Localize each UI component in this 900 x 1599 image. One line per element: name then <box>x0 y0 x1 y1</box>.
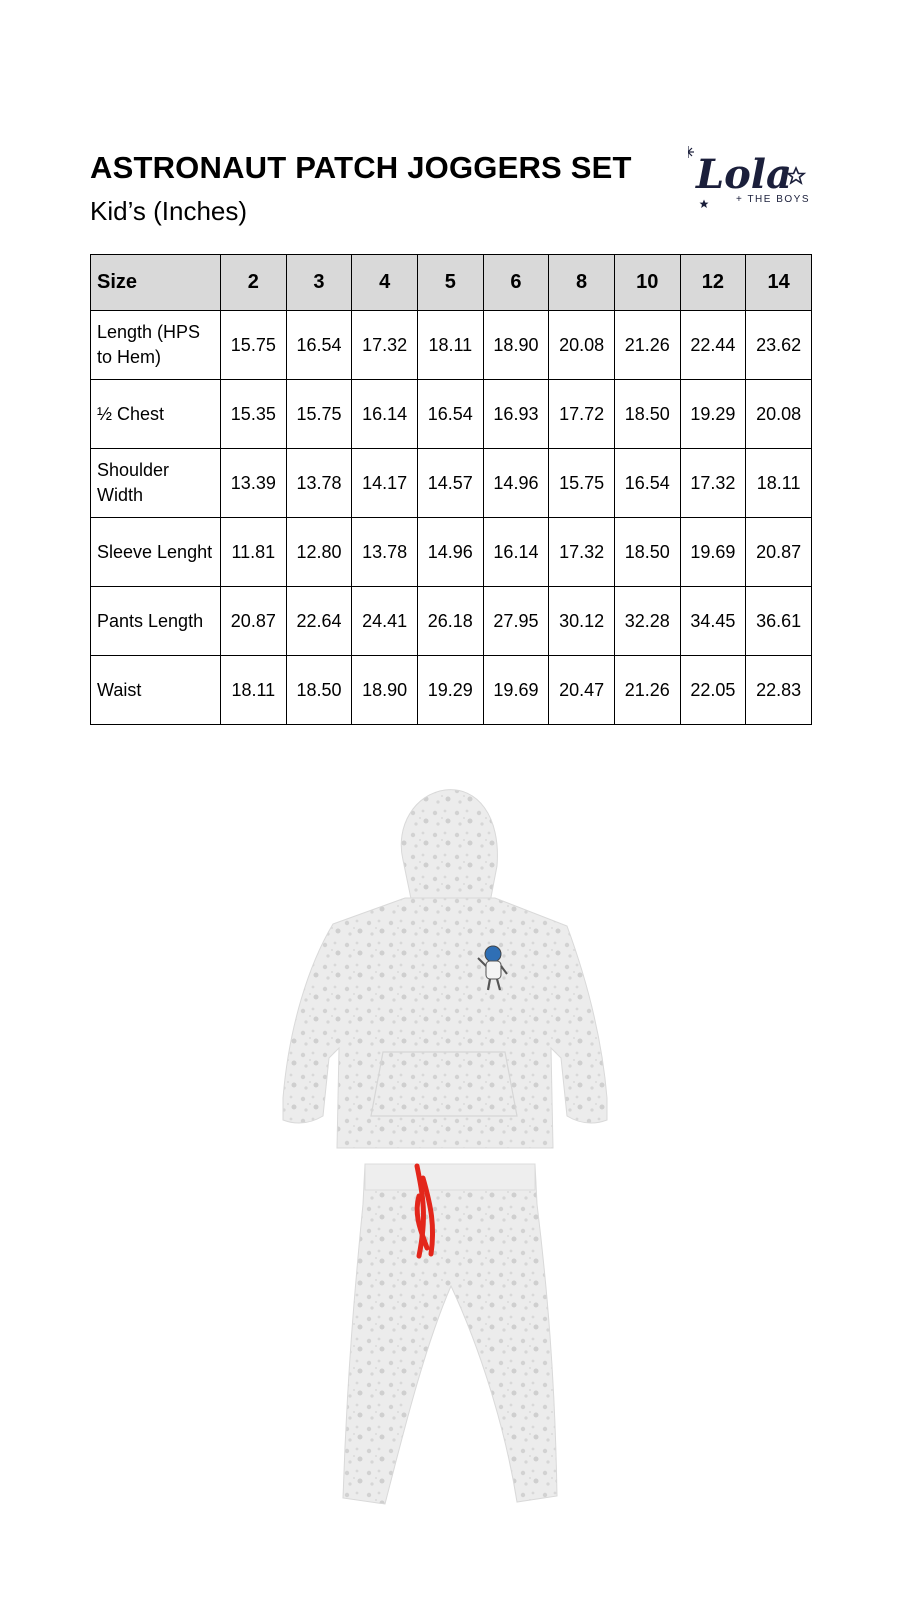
size-column-header: 6 <box>483 255 549 311</box>
table-cell: 20.87 <box>221 587 287 656</box>
table-row <box>91 449 812 518</box>
table-cell: 14.57 <box>417 449 483 518</box>
logo-wordmark: Lola <box>696 151 792 198</box>
table-cell: 18.50 <box>286 656 352 725</box>
table-cell: 22.64 <box>286 587 352 656</box>
table-cell: 13.78 <box>352 518 418 587</box>
size-column-header: 10 <box>614 255 680 311</box>
size-column-header: 5 <box>417 255 483 311</box>
joggers <box>343 1164 557 1504</box>
table-cell: 20.87 <box>746 518 812 587</box>
table-cell: 24.41 <box>352 587 418 656</box>
logo-tagline: + THE BOYS <box>736 194 811 205</box>
table-cell: 15.35 <box>221 380 287 449</box>
table-cell: 15.75 <box>549 449 615 518</box>
table-cell: 32.28 <box>614 587 680 656</box>
table-cell: 36.61 <box>746 587 812 656</box>
table-cell: 15.75 <box>221 311 287 380</box>
table-cell: 18.11 <box>746 449 812 518</box>
page-title: ASTRONAUT PATCH JOGGERS SET <box>90 150 632 185</box>
table-cell: 16.54 <box>286 311 352 380</box>
table-cell: 30.12 <box>549 587 615 656</box>
table-row <box>91 311 812 380</box>
table-cell: 18.90 <box>352 656 418 725</box>
table-cell: 19.29 <box>680 380 746 449</box>
row-label: Shoulder Width <box>91 449 221 518</box>
table-cell: 19.29 <box>417 656 483 725</box>
row-label: ½ Chest <box>91 380 221 449</box>
row-label: Length (HPS to Hem) <box>91 311 221 380</box>
row-label: Sleeve Lenght <box>91 518 221 587</box>
table-cell: 18.50 <box>614 380 680 449</box>
table-cell: 13.39 <box>221 449 287 518</box>
table-cell: 19.69 <box>483 656 549 725</box>
table-cell: 20.47 <box>549 656 615 725</box>
sparkle-icon <box>688 146 694 158</box>
table-cell: 22.44 <box>680 311 746 380</box>
table-cell: 22.83 <box>746 656 812 725</box>
product-image <box>255 786 645 1531</box>
table-cell: 18.11 <box>221 656 287 725</box>
table-header-row <box>91 255 812 311</box>
size-chart-table <box>90 254 812 725</box>
table-cell: 18.90 <box>483 311 549 380</box>
table-cell: 19.69 <box>680 518 746 587</box>
table-cell: 17.32 <box>352 311 418 380</box>
table-row <box>91 656 812 725</box>
table-cell: 17.32 <box>680 449 746 518</box>
hoodie <box>283 790 607 1148</box>
row-label: Pants Length <box>91 587 221 656</box>
table-cell: 16.54 <box>614 449 680 518</box>
page-subtitle: Kid’s (Inches) <box>90 196 248 226</box>
table-cell: 26.18 <box>417 587 483 656</box>
table-row <box>91 380 812 449</box>
size-column-header: 8 <box>549 255 615 311</box>
table-cell: 16.14 <box>352 380 418 449</box>
table-cell: 18.50 <box>614 518 680 587</box>
table-cell: 34.45 <box>680 587 746 656</box>
table-cell: 18.11 <box>417 311 483 380</box>
table-cell: 17.32 <box>549 518 615 587</box>
table-cell: 15.75 <box>286 380 352 449</box>
table-cell: 27.95 <box>483 587 549 656</box>
table-cell: 20.08 <box>549 311 615 380</box>
table-row <box>91 587 812 656</box>
size-column-header: 12 <box>680 255 746 311</box>
table-cell: 12.80 <box>286 518 352 587</box>
table-cell: 21.26 <box>614 656 680 725</box>
row-label: Waist <box>91 656 221 725</box>
table-cell: 14.17 <box>352 449 418 518</box>
table-cell: 13.78 <box>286 449 352 518</box>
table-cell: 16.54 <box>417 380 483 449</box>
table-cell: 21.26 <box>614 311 680 380</box>
table-cell: 23.62 <box>746 311 812 380</box>
table-row <box>91 518 812 587</box>
size-column-header: 3 <box>286 255 352 311</box>
table-cell: 22.05 <box>680 656 746 725</box>
table-cell: 11.81 <box>221 518 287 587</box>
table-cell: 17.72 <box>549 380 615 449</box>
table-cell: 14.96 <box>417 518 483 587</box>
table-cell: 14.96 <box>483 449 549 518</box>
star-solid-icon <box>700 200 709 209</box>
table-cell: 20.08 <box>746 380 812 449</box>
size-column-header: 4 <box>352 255 418 311</box>
table-cell: 16.14 <box>483 518 549 587</box>
table-cell: 16.93 <box>483 380 549 449</box>
size-column-header: 2 <box>221 255 287 311</box>
brand-logo <box>688 140 816 220</box>
size-column-header: 14 <box>746 255 812 311</box>
size-header: Size <box>91 255 221 311</box>
